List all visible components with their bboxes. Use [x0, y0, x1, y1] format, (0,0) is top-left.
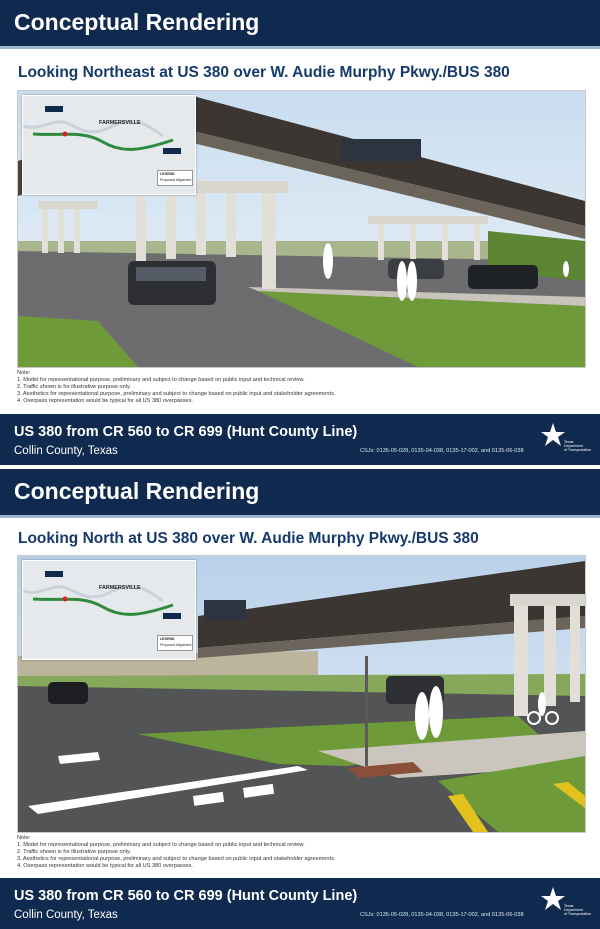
header-title: Conceptual Rendering: [14, 9, 260, 35]
note-line: 2. Traffic shown is for illustrative purpose only.: [17, 849, 131, 855]
map-legend: [157, 170, 193, 186]
note-line: 4. Overpass representation would be typical for all US 380 overpasses.: [17, 863, 193, 869]
county-name: Collin County, Texas: [14, 445, 118, 457]
legend-title: LEGEND: [160, 172, 175, 176]
county-name: Collin County, Texas: [14, 909, 118, 921]
rendering-image: [17, 555, 586, 833]
note-line: 2. Traffic shown is for illustrative purpose only.: [17, 384, 131, 390]
txdot-star-icon: [540, 886, 566, 912]
notes: [17, 370, 584, 405]
txdot-logo-text: Texas Department of Transportation: [564, 440, 591, 452]
txdot-logo-text: Texas Department of Transportation: [564, 904, 591, 916]
legend-item: Proposed Alignment: [160, 178, 192, 182]
notes: [17, 835, 584, 870]
note-line: Note:: [17, 370, 31, 376]
legend-title: LEGEND: [160, 637, 175, 641]
panel-2: [0, 465, 600, 929]
note-line: 3. Aesthetics for representational purpose, preliminary and subject to change based on public input and stakeholder agreements.: [17, 856, 336, 862]
note-line: 1. Model for representational purpose, preliminary and subject to change based on public input and technical review.: [17, 377, 305, 383]
footer-bar: [0, 878, 600, 929]
header-title: Conceptual Rendering: [14, 478, 260, 504]
view-title: Looking Northeast at US 380 over W. Audie Murphy Pkwy./BUS 380: [18, 64, 510, 81]
town-label: FARMERSVILLE: [99, 585, 141, 591]
project-name: US 380 from CR 560 to CR 699 (Hunt County Line): [14, 888, 358, 904]
note-line: Note:: [17, 835, 31, 841]
txdot-star-icon: [540, 422, 566, 448]
note-line: 3. Aesthetics for representational purpose, preliminary and subject to change based on public input and stakeholder agreements.: [17, 391, 336, 397]
location-map: [22, 560, 196, 660]
project-name: US 380 from CR 560 to CR 699 (Hunt County Line): [14, 424, 358, 440]
note-line: 4. Overpass representation would be typical for all US 380 overpasses.: [17, 398, 193, 404]
rendering-image: [17, 90, 586, 368]
town-label: FARMERSVILLE: [99, 120, 141, 126]
map-legend: [157, 635, 193, 651]
footer-bar: [0, 414, 600, 465]
csj-numbers: CSJs: 0135-05-028, 0135-04-038, 0135-17-002, and 0135-06-038: [360, 448, 524, 454]
header-bar: [0, 0, 600, 49]
legend-item: Proposed Alignment: [160, 643, 192, 647]
location-map: [22, 95, 196, 195]
view-title: Looking North at US 380 over W. Audie Murphy Pkwy./BUS 380: [18, 530, 479, 547]
csj-numbers: CSJs: 0135-05-028, 0135-04-038, 0135-17-002, and 0135-06-038: [360, 912, 524, 918]
note-line: 1. Model for representational purpose, preliminary and subject to change based on public input and technical review.: [17, 842, 305, 848]
header-bar: [0, 469, 600, 518]
